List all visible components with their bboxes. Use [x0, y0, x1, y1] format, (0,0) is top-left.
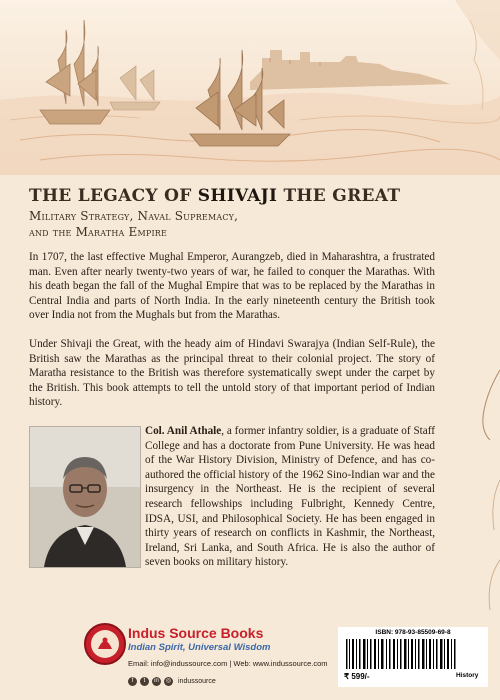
- barcode-panel: [338, 627, 488, 687]
- book-title-emphasis: SHIVAJI: [197, 186, 278, 206]
- isbn-text: ISBN: 978-93-85509-69-8: [375, 629, 451, 636]
- genre-label: History: [456, 672, 479, 679]
- book-title: THE LEGACY OF SHIVAJI THE GREAT: [29, 186, 401, 206]
- barcode-graphic: [346, 639, 456, 669]
- publisher-footer: [0, 615, 500, 700]
- publisher-logo: [84, 623, 126, 665]
- author-name: Col. Anil Athale: [145, 424, 222, 437]
- instagram-icon[interactable]: ◎: [165, 678, 172, 684]
- social-links: [128, 677, 216, 686]
- author-photo: [29, 426, 141, 568]
- twitter-icon[interactable]: t: [140, 677, 149, 686]
- author-section: [29, 424, 435, 570]
- cover-illustration: [0, 0, 500, 175]
- blurb-paragraph-1: In 1707, the last effective Mughal Emperor, Aurangzeb, died in Maharashtra, a frustrated man. Even after nearly twenty-two years of war, he failed to conquer the Marathas. With his death began the fall of the Mughal Empire that was to be replaced by the Marathas in Central India and parts of North India. In the early nineteenth century the British took over India not from the Mughals but from the Marathas.: [29, 251, 435, 322]
- subtitle-line-2: and the Maratha Empire: [29, 225, 168, 239]
- linkedin-icon[interactable]: in: [152, 677, 161, 686]
- social-handle: indussource: [178, 678, 216, 685]
- author-bio-text: , a former infantry soldier, is a graduate of Staff College and has a doctorate from Pune University. He was head of the War History Division, Ministry of Defence, and has co-authored the official history of the 1962 Sino-Indian war and the insurgency in the Northeast. He is the recipient of several research fellowships including Fulbright, Kennedy Centre, IDSA, USI, and Philosophical Society. He has been engaged in thirty years of research on conflicts in Kashmir, the Northeast, Ireland, Sri Lanka, and South Africa. He is also the author of seven books on military history.: [145, 424, 435, 569]
- publisher-tagline: Indian Spirit, Universal Wisdom: [128, 642, 271, 653]
- side-decoration: [460, 330, 500, 630]
- back-cover-text: [29, 186, 435, 570]
- subtitle-line-1: Military Strategy, Naval Supremacy,: [29, 209, 239, 223]
- price-label: ₹ 599/-: [344, 672, 370, 681]
- publisher-contact: Email: info@indussource.com | Web: www.indussource.com: [128, 659, 328, 668]
- book-subtitle: [29, 208, 435, 240]
- publisher-name: Indus Source Books: [128, 625, 264, 641]
- blurb-paragraph-2: Under Shivaji the Great, with the heady aim of Hindavi Swarajya (Indian Self-Rule), the British saw the Marathas as the principal threat to their colonial project. The story of Maratha resistance to the British was therefore systematically swept under the carpet by the British. This book attempts to tell the untold story of that important period of Indian history.: [29, 337, 435, 409]
- facebook-icon[interactable]: f: [128, 677, 137, 686]
